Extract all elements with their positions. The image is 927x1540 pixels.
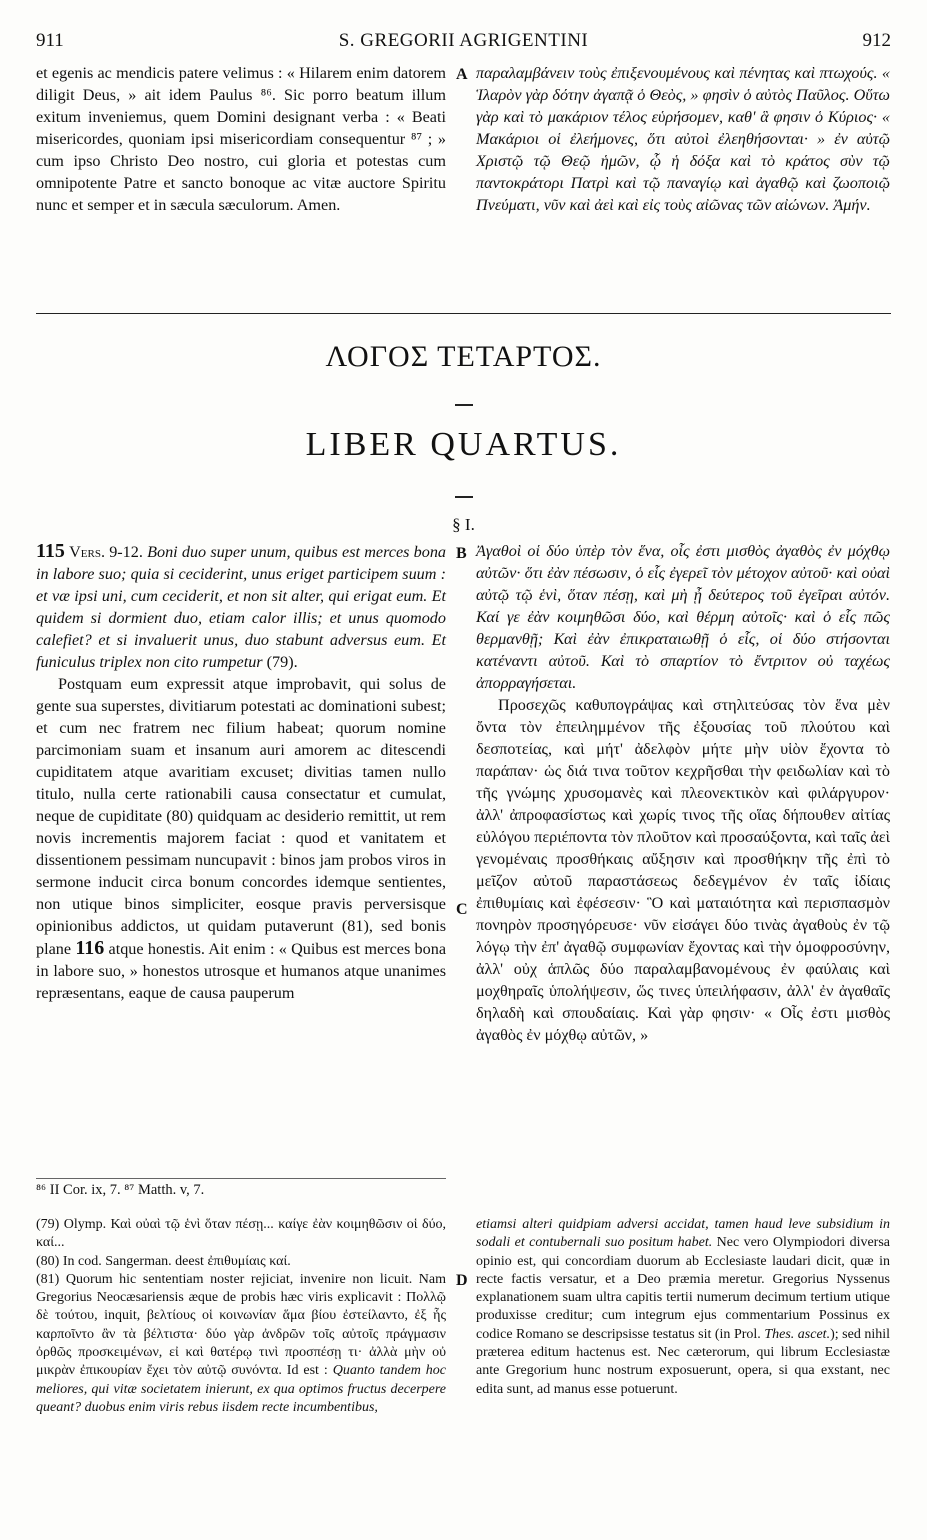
latin-column-top: [36, 62, 446, 216]
note-81-continued: [476, 1216, 890, 1399]
margin-letter-c: C: [456, 901, 468, 918]
title-dash: [455, 496, 473, 498]
greek-top-text: παραλαμβάνειν τοὺς ἐπιξενουμένους καὶ πένητας καὶ πτωχούς. « Ἱλαρὸν γὰρ δότην ἀγαπᾷ ὁ Θεὸς, » φησὶν ὁ αὐτὸς Παῦλος. Οὕτω γὰρ καὶ τὸ μακάριον τέλος εὑρήσομεν, καθ' ἃ φησιν ὁ Κύριος· « Μακάριοι οἱ ἐλεήμονες, ὅτι αὐτοὶ ἐλεηθήσονται· » ἐν αὐτῷ Χριστῷ τῷ Θεῷ ἡμῶν, ᾧ ἡ δόξα καὶ τὸ κράτος σὺν τῷ παντοκράτορι Πατρὶ καὶ τῷ παναγίῳ καὶ ἀγαθῷ καὶ ζωοποιῷ Πνεύματι, νῦν καὶ ἀεὶ καὶ εἰς τοὺς αἰῶνας τῶν αἰώνων. Ἀμήν.: [476, 64, 890, 214]
note-continued-text: Nec vero Olympiodori diversa opinio est, qui concordiam duorum ab Ecclesiaste laudari dicit, quæ in recte factis versatur, et a Deo præmia meretur. Gregorius Nyssenus explanationem suam ultra capitis tertii numerum decimum tertium utique produxisse creditur; cum integrum ejus commentarium Possinus ex codice Romano se descripsisse testatus sit (in Prol.: [476, 1235, 891, 1342]
latin-paragraph: [36, 673, 446, 1004]
column-number: 116: [75, 937, 105, 959]
note-continued-italic: etiamsi alteri quidpiam adversi accidat, tamen haud leve subsidium in sodali et contubernali suo positum habet.: [476, 1217, 890, 1251]
greek-column-top: [476, 62, 890, 216]
latin-paragraph-a: Postquam eum expressit atque improbavit, qui solus de gente sua superstes, divitiarum potestati ac dominationi subest; et cum nec fratrem nec filium habeat; quorum nomine parcimoniam suam et insanum auri amorem ac ditescendi cupiditatem atque avaritiam excuset; divitias tamen nullo titulo, nulla certe rationabili causa consectatur et cumulat, neque de cupiditate (80) quidquam ac desiderio remittit, ut rem novis incrementis majorem faciat : quod et vanitatem et dissentionem pessimam nuncupavit : binos jam probos viros in sermone inducit circa bonum concordes idemque sentientes, non utique binos simpliciter, eosque pravis perversisque opinionibus addictos, ut quidam putaverunt (81), sed bonis plane: [36, 675, 446, 958]
greek-verse-text: Ἀγαθοὶ οἱ δύο ὑπὲρ τὸν ἕνα, οἷς ἐστι μισθὸς ἀγαθὸς ἐν μόχθῳ αὐτῶν· ὅτι ἐὰν πέσωσιν, ὁ εἷς ἐγερεῖ τὸν μέτοχον αὐτοῦ· καὶ οὐαὶ αὐτῷ τῷ ἑνὶ, ὅταν πέσῃ, καὶ μὴ ᾖ δεύτερος τοῦ ἐγεῖραι αὐτόν. Καί γε ἐὰν κοιμηθῶσι δύο, καὶ θέρμη αὐτοῖς· καὶ ὁ εἷς πῶς θερμανθῇ; Καὶ ἐὰν ἐπικραταιωθῇ ὁ εἷς, οἱ δύο στήσονται κατέναντι αὐτοῦ. Καὶ τὸ σπαρτίον τὸ ἔντριτον οὐ ταχέως ἀπορραγήσεται.: [476, 542, 890, 692]
note-citation: Thes. ascet.: [764, 1326, 831, 1342]
section-number: § I.: [452, 515, 475, 534]
latin-verse: [36, 540, 446, 673]
note-80: (80) In cod. Sangerman. deest ἐπιθυμίαις καί.: [36, 1253, 291, 1269]
vers-label: Vers.: [69, 543, 106, 561]
note-81-italic: Quanto tandem hoc meliores, qui vitæ societatem inierunt, ex qua optimos fructus decerpere queant? duobus enim viris rebus iisdem recte incumbentibus,: [36, 1363, 446, 1415]
note-81-text: (81) Quorum hic sententiam noster rejiciat, invenire non licuit. Nam Gregorius Neocæsariensis æque de probis hæc viris explicavit : Πολλῷ δὲ τούτου, inquit, βελτίους οἱ κοινωνίαν ἅμα βίου ἐστείλαντο, ἐξ ἧς καρποῖντο ἂν τὰ βέλτιστα· δύο γὰρ ἀνδρῶν τοῖς αὐτοῖς πράγμασιν ὀρθῶς προσκειμένων, εἰ καὶ θατέρῳ τινὶ προσπέσῃ τι· ἀλλὰ μὴν οὐ μικρὰν ἐπικουρίαν ἔχει τὸν αὐτῷ συνόντα. Id est :: [36, 1271, 446, 1379]
latin-paragraph-b: atque honestis. Ait enim : « Quibus est merces bona in labore suo, » honestos utrosque et humanos atque unanimes repræsentans, eaque de causa pauperum: [36, 940, 446, 1002]
latin-book-title: LIBER QUARTUS.: [305, 426, 622, 463]
running-header: [36, 30, 891, 54]
margin-letter-b: B: [456, 545, 467, 562]
latin-top-text: et egenis ac mendicis patere velimus : « Hilarem enim datorem diligit Deus, » ait idem Paulus ⁸⁶. Sic porro beatum illum exitum inveniemus, quem Domini designant verba : « Beati misericordes, quoniam ipsi misericordiam consequentur ⁸⁷ ; » cum ipso Christo Deo nostro, cui gloria et potestas cum omnipotente Patre et sancto bonoque ac vitæ auctore Spiritu nunc et semper et in sæcula sæculorum. Amen.: [36, 64, 446, 214]
greek-book-title: ΛΟΓΟΣ ΤΕΤΑΡΤΟΣ.: [325, 340, 602, 373]
notes-left: [36, 1216, 446, 1417]
page-number-left: 911: [36, 30, 64, 51]
vers-ref: 9-12.: [109, 543, 143, 561]
note-81: [36, 1271, 446, 1417]
page-number-right: 912: [862, 30, 891, 51]
latin-verse-text: Boni duo super unum, quibus est merces bona in labore suo; quia si ceciderint, unus eriget participem suum : et væ ipsi uni, cum ceciderit, et non sit alter, qui erigat eum. Et quidem si dormient duo, etiam calor illis; et unus quomodo calefiet? et si invaluerit unus, duo stabunt adversus eum. Et funiculus triplex non cito rumpetur: [36, 543, 447, 671]
note-continued-end: ); sed nihil præterea editum hactenus est. Nec cæterorum, qui librum Ecclesiastæ ante Gregorium hunc nostrum exposuerunt, opera, si qua exstant, nec edita sunt, ad manus esse potuerunt.: [476, 1326, 891, 1397]
margin-letter-a: A: [456, 66, 468, 83]
notes-right: [476, 1216, 890, 1399]
title-dash: [455, 404, 473, 406]
greek-column-main: [476, 540, 890, 1046]
column-number: 115: [36, 540, 65, 562]
latin-column-main: [36, 540, 446, 1004]
scripture-footnotes: ⁸⁶ II Cor. ix, 7. ⁸⁷ Matth. v, 7.: [36, 1182, 205, 1198]
verse-note-ref: (79).: [266, 653, 298, 671]
section-divider: [36, 313, 891, 314]
greek-paragraph: Προσεχῶς καθυπογράψας καὶ στηλιτεύσας τὸν ἕνα μὲν ὄντα τὸν ἐπειλημμένον τῆς ἐξουσίας τοῦ πλούτου καὶ δεσποτείας, καὶ μήτ' ἀδελφὸν μήτε μὴν υἱὸν ἔχοντα τὸ παράπαν· ὡς διά τινα τοῦτον κεχρῆσθαι τὴν φειδωλίαν καὶ τὸ τῆς γνώμης χρυσομανὲς καὶ πλεονεκτικὸν καὶ φιλάργυρον· ἀλλ' ἀπροφασίστως καὶ χωρίς τινος τῆς οἵας δήπουθεν αἰτίας εὐλόγου περιέποντα τὸν πλοῦτον καὶ προσαύξοντα, καὶ ταῖς ἀεὶ γενομέναις προσθήκαις αὔξησιν καὶ προσθήκην τῆς ἐπὶ τὸ μεῖζον αὐτοῦ παραστάσεως δεδεγμένον ἐν ταῖς ἰδίαις ἐπιθυμίαις καὶ ἐφέσεσιν· Ὃ καὶ ματαιότητα καὶ περισπασμὸν πονηρὸν προσηγόρευσε· νῦν εἰσάγει δύο τινὰς ἀγαθοὺς ἐν τῷ λόγῳ τὴν ἐπ' ἀγαθῷ συμφωνίαν ἔχοντας καὶ τὴν ὁμοφροσύνην, ἀλλ' οὐχ ἁπλῶς δύο παραλαμβανομένους ἐν φαύλαις καὶ μοχθηραῖς ὑπολήψεσιν, ὥς τινες ὑπειλήφασιν, ἀλλ' ἐν ἀγαθαῖς δηλαδὴ καὶ σπουδαίαις. Καὶ γὰρ φησιν· « Οἷς ἐστι μισθὸς ἀγαθὸς ἐν μόχθῳ αὐτῶν, »: [476, 696, 890, 1044]
note-79: (79) Olymp. Καὶ οὐαὶ τῷ ἑνὶ ὅταν πέσῃ... καίγε ἐὰν κοιμηθῶσιν οἱ δύο, καί...: [36, 1217, 446, 1251]
footnote-rule: [36, 1178, 446, 1179]
running-title: S. GREGORII AGRIGENTINI: [338, 30, 589, 51]
margin-letter-d: D: [456, 1272, 468, 1289]
